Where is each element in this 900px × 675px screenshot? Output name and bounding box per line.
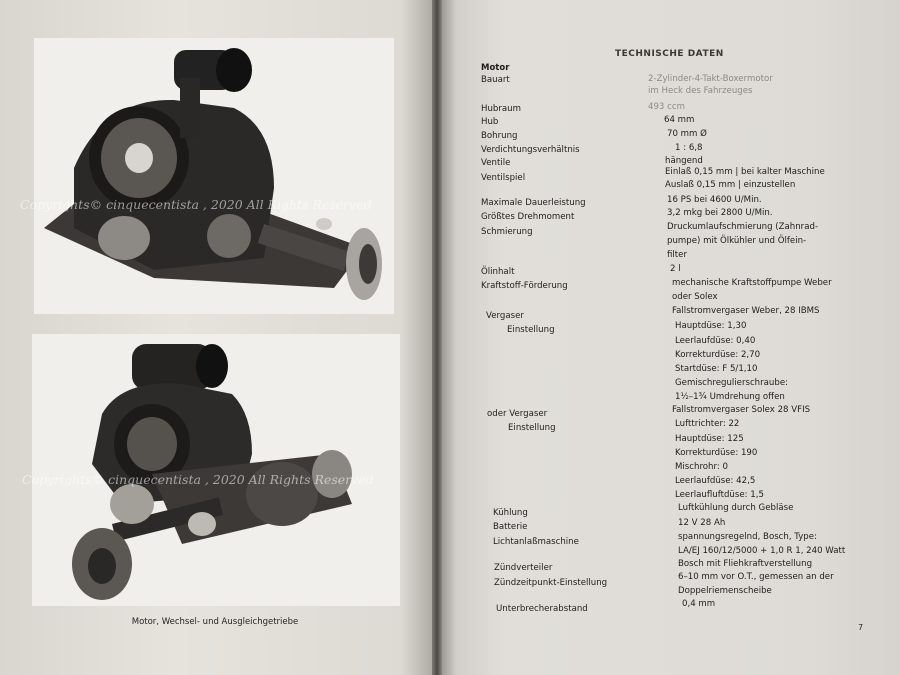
- spec-value: pumpe) mit Ölkühler und Ölfein-: [667, 236, 807, 246]
- section-heading-motor: Motor: [481, 63, 510, 73]
- spec-label: Hubraum: [481, 104, 521, 114]
- spec-label: Verdichtungsverhältnis: [481, 145, 580, 155]
- spec-value: filter: [667, 250, 687, 260]
- spec-label: Hub: [481, 117, 499, 127]
- spec-value: 493 ccm: [648, 102, 685, 112]
- spec-value: Startdüse: F 5/1,10: [675, 364, 758, 374]
- spec-value: Korrekturdüse: 190: [675, 448, 758, 458]
- spec-label: Zündzeitpunkt-Einstellung: [494, 578, 608, 588]
- photo-caption: Motor, Wechsel- und Ausgleichgetriebe: [131, 617, 299, 627]
- spec-label: Einstellung: [508, 423, 556, 433]
- spec-label: Zündverteiler: [494, 563, 553, 573]
- spec-label: Bohrung: [481, 131, 518, 141]
- spec-label: oder Vergaser: [487, 409, 548, 419]
- spec-value: Lufttrichter: 22: [675, 419, 740, 429]
- watermark-top: Copyrights© cinquecentista , 2020 All Rights Reserved: [20, 197, 372, 212]
- book-gutter: [432, 0, 442, 675]
- spec-value: Hauptdüse: 1,30: [675, 321, 747, 331]
- spec-value: Mischrohr: 0: [675, 462, 728, 472]
- spec-value: LA/EJ 160/12/5000 + 1,0 R 1, 240 Watt: [678, 546, 846, 556]
- spec-value: 12 V 28 Ah: [678, 518, 726, 528]
- page-title: TECHNISCHE DATEN: [615, 49, 724, 59]
- spec-value: Fallstromvergaser Weber, 28 IBMS: [672, 306, 820, 316]
- spec-value: 1½–1¾ Umdrehung offen: [675, 392, 785, 402]
- spec-label: Vergaser: [486, 311, 524, 321]
- watermark-bottom: Copyrights© cinquecentista , 2020 All Rights Reserved: [22, 472, 374, 487]
- spec-label: Kraftstoff-Förderung: [481, 281, 568, 291]
- spec-value: 16 PS bei 4600 U/Min.: [667, 195, 762, 205]
- spec-value: Gemischregulierschraube:: [675, 378, 789, 388]
- spec-label: Bauart: [481, 75, 510, 85]
- spec-label: Lichtanlaßmaschine: [493, 537, 579, 547]
- spec-label: Schmierung: [481, 227, 533, 237]
- spec-value: Leerlaufluftdüse: 1,5: [675, 490, 764, 500]
- spec-value: spannungsregelnd, Bosch, Type:: [678, 532, 817, 542]
- spec-value: 64 mm: [664, 115, 695, 125]
- spec-value: Leerlaufdüse: 0,40: [675, 336, 756, 346]
- spec-value: Druckumlaufschmierung (Zahnrad-: [667, 222, 819, 232]
- spec-value: Leerlaufdüse: 42,5: [675, 476, 756, 486]
- spec-value: Doppelriemenscheibe: [678, 586, 772, 596]
- engine-gearbox-photo: [32, 334, 400, 606]
- spec-value: 6–10 mm vor O.T., gemessen an der: [678, 572, 834, 582]
- engine-photo-top: [34, 38, 394, 314]
- spec-label: Ventile: [481, 158, 511, 168]
- spec-value: 0,4 mm: [682, 599, 716, 609]
- spec-value: Luftkühlung durch Gebläse: [678, 503, 794, 513]
- spec-value: im Heck des Fahrzeuges: [648, 86, 753, 96]
- spec-value: hängend: [665, 156, 703, 166]
- spec-label: Einstellung: [507, 325, 555, 335]
- spec-label: Unterbrecherabstand: [496, 604, 588, 614]
- spec-value: Auslaß 0,15 mm | einzustellen: [665, 180, 796, 190]
- spec-value: 2-Zylinder-4-Takt-Boxermotor: [648, 74, 773, 84]
- spec-value: Hauptdüse: 125: [675, 434, 744, 444]
- spec-value: 3,2 mkg bei 2800 U/Min.: [667, 208, 773, 218]
- spec-value: Bosch mit Fliehkraftverstellung: [678, 559, 813, 569]
- spec-value: Einlaß 0,15 mm | bei kalter Maschine: [665, 167, 825, 177]
- spec-label: Ölinhalt: [481, 267, 515, 277]
- page-number: 7: [858, 623, 864, 632]
- spec-label: Größtes Drehmoment: [481, 212, 575, 222]
- spec-label: Batterie: [493, 522, 528, 532]
- spec-label: Kühlung: [493, 508, 528, 518]
- spec-value: oder Solex: [672, 292, 718, 302]
- spec-value: 70 mm Ø: [667, 129, 707, 139]
- spec-value: Korrekturdüse: 2,70: [675, 350, 761, 360]
- spec-label: Maximale Dauerleistung: [481, 198, 586, 208]
- spec-label: Ventilspiel: [481, 173, 526, 183]
- spec-value: mechanische Kraftstoffpumpe Weber: [672, 278, 832, 288]
- spec-value: 2 l: [670, 264, 681, 274]
- spec-value: Fallstromvergaser Solex 28 VFIS: [672, 405, 811, 415]
- spec-value: 1 : 6,8: [675, 143, 703, 153]
